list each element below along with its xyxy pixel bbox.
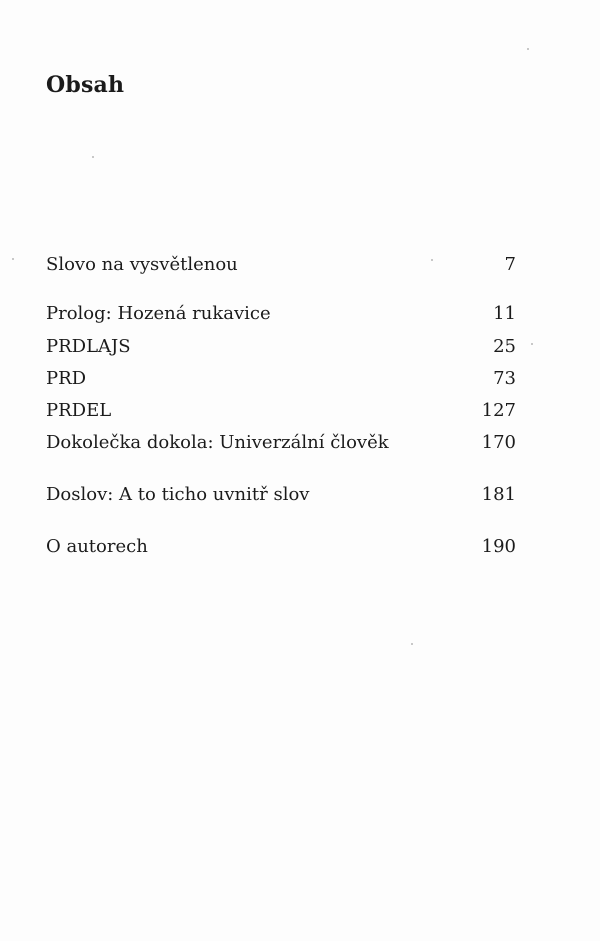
toc-entry-page-number: 11 (493, 303, 516, 324)
toc-entry (46, 430, 516, 456)
toc-entry (46, 398, 516, 424)
toc-entry (46, 252, 516, 278)
paper-speck (431, 259, 433, 261)
toc-entry-title: PRD (46, 368, 87, 389)
toc-entry-title: Slovo na vysvětlenou (46, 254, 238, 275)
toc-entry-title: Prolog: Hozená rukavice (46, 303, 271, 324)
toc-entry-page-number: 25 (493, 336, 516, 357)
toc-entry (46, 534, 516, 560)
paper-speck (527, 48, 529, 50)
paper-speck (92, 156, 94, 158)
toc-entry (46, 482, 516, 508)
toc-entry (46, 301, 516, 327)
toc-entry-title: Doslov: A to ticho uvnitř slov (46, 484, 310, 505)
toc-entry-title: Dokolečka dokola: Univerzální člověk (46, 432, 389, 453)
toc-entry-page-number: 170 (481, 432, 516, 453)
toc-entry-page-number: 181 (481, 484, 516, 505)
toc-entry-page-number: 7 (504, 254, 516, 275)
paper-speck (411, 643, 413, 645)
toc-entry-page-number: 73 (493, 368, 516, 389)
toc-entry (46, 366, 516, 392)
toc-entry-title: PRDLAJS (46, 336, 131, 357)
paper-speck (531, 343, 533, 345)
page-title: Obsah (46, 72, 125, 98)
toc-entry-title: O autorech (46, 536, 148, 557)
paper-speck (12, 258, 14, 260)
toc-entry-title: PRDEL (46, 400, 112, 421)
toc-entry-page-number: 127 (481, 400, 516, 421)
toc-entry (46, 334, 516, 360)
toc-entry-page-number: 190 (481, 536, 516, 557)
